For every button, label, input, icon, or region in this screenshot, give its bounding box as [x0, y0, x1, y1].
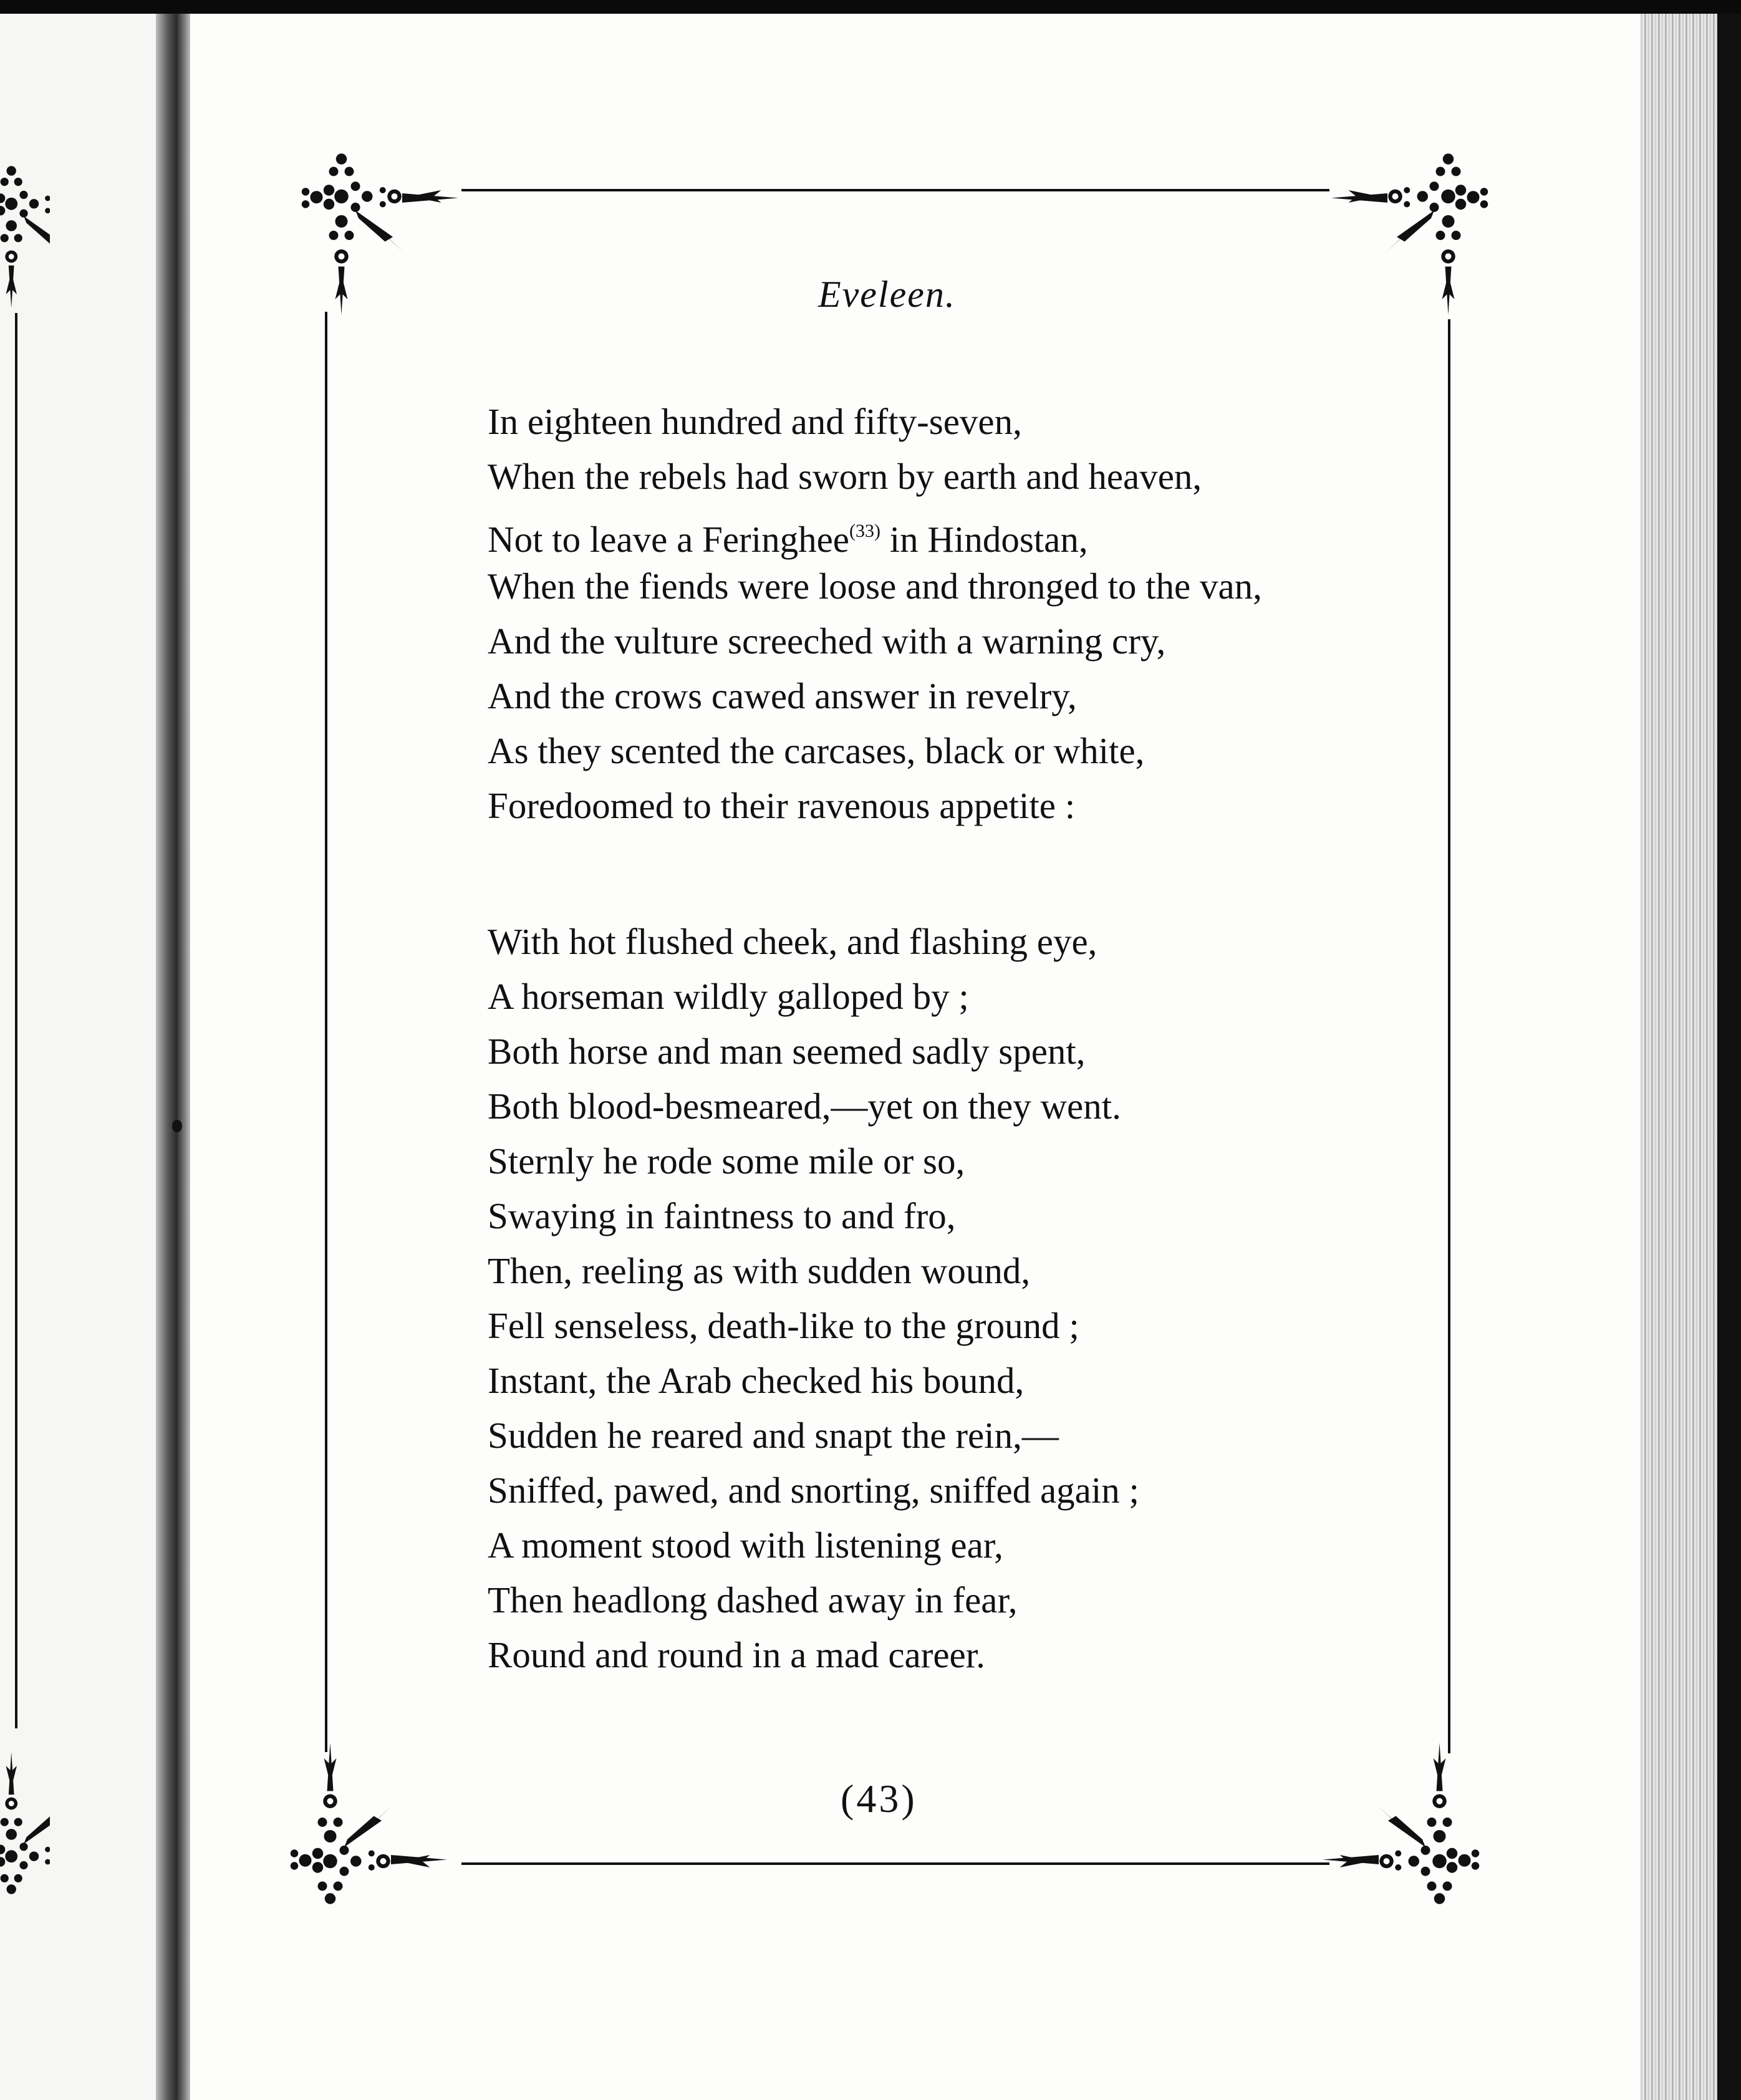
verse-line: A horseman wildly galloped by ;	[488, 976, 969, 1017]
poem-title: Eveleen.	[818, 274, 956, 315]
page-block-edges	[1640, 14, 1741, 2100]
verse-text: in Hindostan,	[880, 519, 1088, 560]
verse-line: Swaying in faintness to and fro,	[488, 1195, 956, 1236]
stanza-2	[488, 914, 1373, 1682]
fleuron-corner-top-left-icon	[293, 143, 480, 330]
verse-line: Sudden he reared and snapt the rein,—	[488, 1415, 1059, 1456]
verse-line: When the fiends were loose and thronged to the van,	[488, 566, 1262, 607]
verse-line: Round and round in a mad career.	[488, 1634, 985, 1675]
verse-line: Then headlong dashed away in fear,	[488, 1579, 1018, 1621]
stanza-1	[488, 394, 1373, 833]
fleuron-corner-bottom-right-icon	[1301, 1727, 1488, 1914]
frame-left-rule	[325, 312, 327, 1752]
left-page-fragment	[0, 14, 161, 2100]
page-number: (43)	[841, 1776, 917, 1821]
verse-line: Foredoomed to their ravenous appetite :	[488, 785, 1076, 826]
frame-right-rule	[1448, 319, 1450, 1753]
verse-line: When the rebels had sworn by earth and heaven,	[488, 456, 1202, 497]
verse-line: With hot flushed cheek, and flashing eye,	[488, 921, 1097, 962]
frame-bottom-rule	[461, 1862, 1329, 1865]
fleuron-corner-top-right-icon	[1309, 143, 1497, 330]
verse-line: Fell senseless, death-like to the ground ;	[488, 1305, 1079, 1346]
fleuron-corner-bottom-left-icon	[282, 1727, 469, 1914]
frame-top-rule	[461, 189, 1329, 191]
verse-line: Both blood-besmeared,—yet on they went.	[488, 1086, 1121, 1127]
verse-line	[488, 504, 1373, 559]
left-page-fleuron-bottom-icon	[0, 1741, 50, 1903]
scan-top-edge	[0, 0, 1741, 15]
verse-line: Instant, the Arab checked his bound,	[488, 1360, 1025, 1401]
verse-line: In eighteen hundred and fifty-seven,	[488, 401, 1022, 442]
left-page-border-rule	[15, 313, 17, 1728]
book-gutter	[156, 14, 193, 2100]
verse-line: Sniffed, pawed, and snorting, sniffed again ;	[488, 1470, 1139, 1511]
ink-blot	[172, 1120, 182, 1132]
verse-line: And the vulture screeched with a warning cry,	[488, 620, 1166, 662]
verse-text: Not to leave a Feringhee	[488, 519, 849, 560]
left-page-fleuron-top-icon	[0, 157, 50, 319]
footnote-reference[interactable]: (33)	[849, 521, 880, 541]
verse-line: A moment stood with listening ear,	[488, 1524, 1003, 1566]
verse-line: As they scented the carcases, black or white,	[488, 730, 1145, 771]
verse-line: Then, reeling as with sudden wound,	[488, 1250, 1031, 1291]
verse-line: And the crows cawed answer in revelry,	[488, 675, 1077, 716]
verse-line: Both horse and man seemed sadly spent,	[488, 1031, 1086, 1072]
verse-line: Sternly he rode some mile or so,	[488, 1140, 965, 1182]
